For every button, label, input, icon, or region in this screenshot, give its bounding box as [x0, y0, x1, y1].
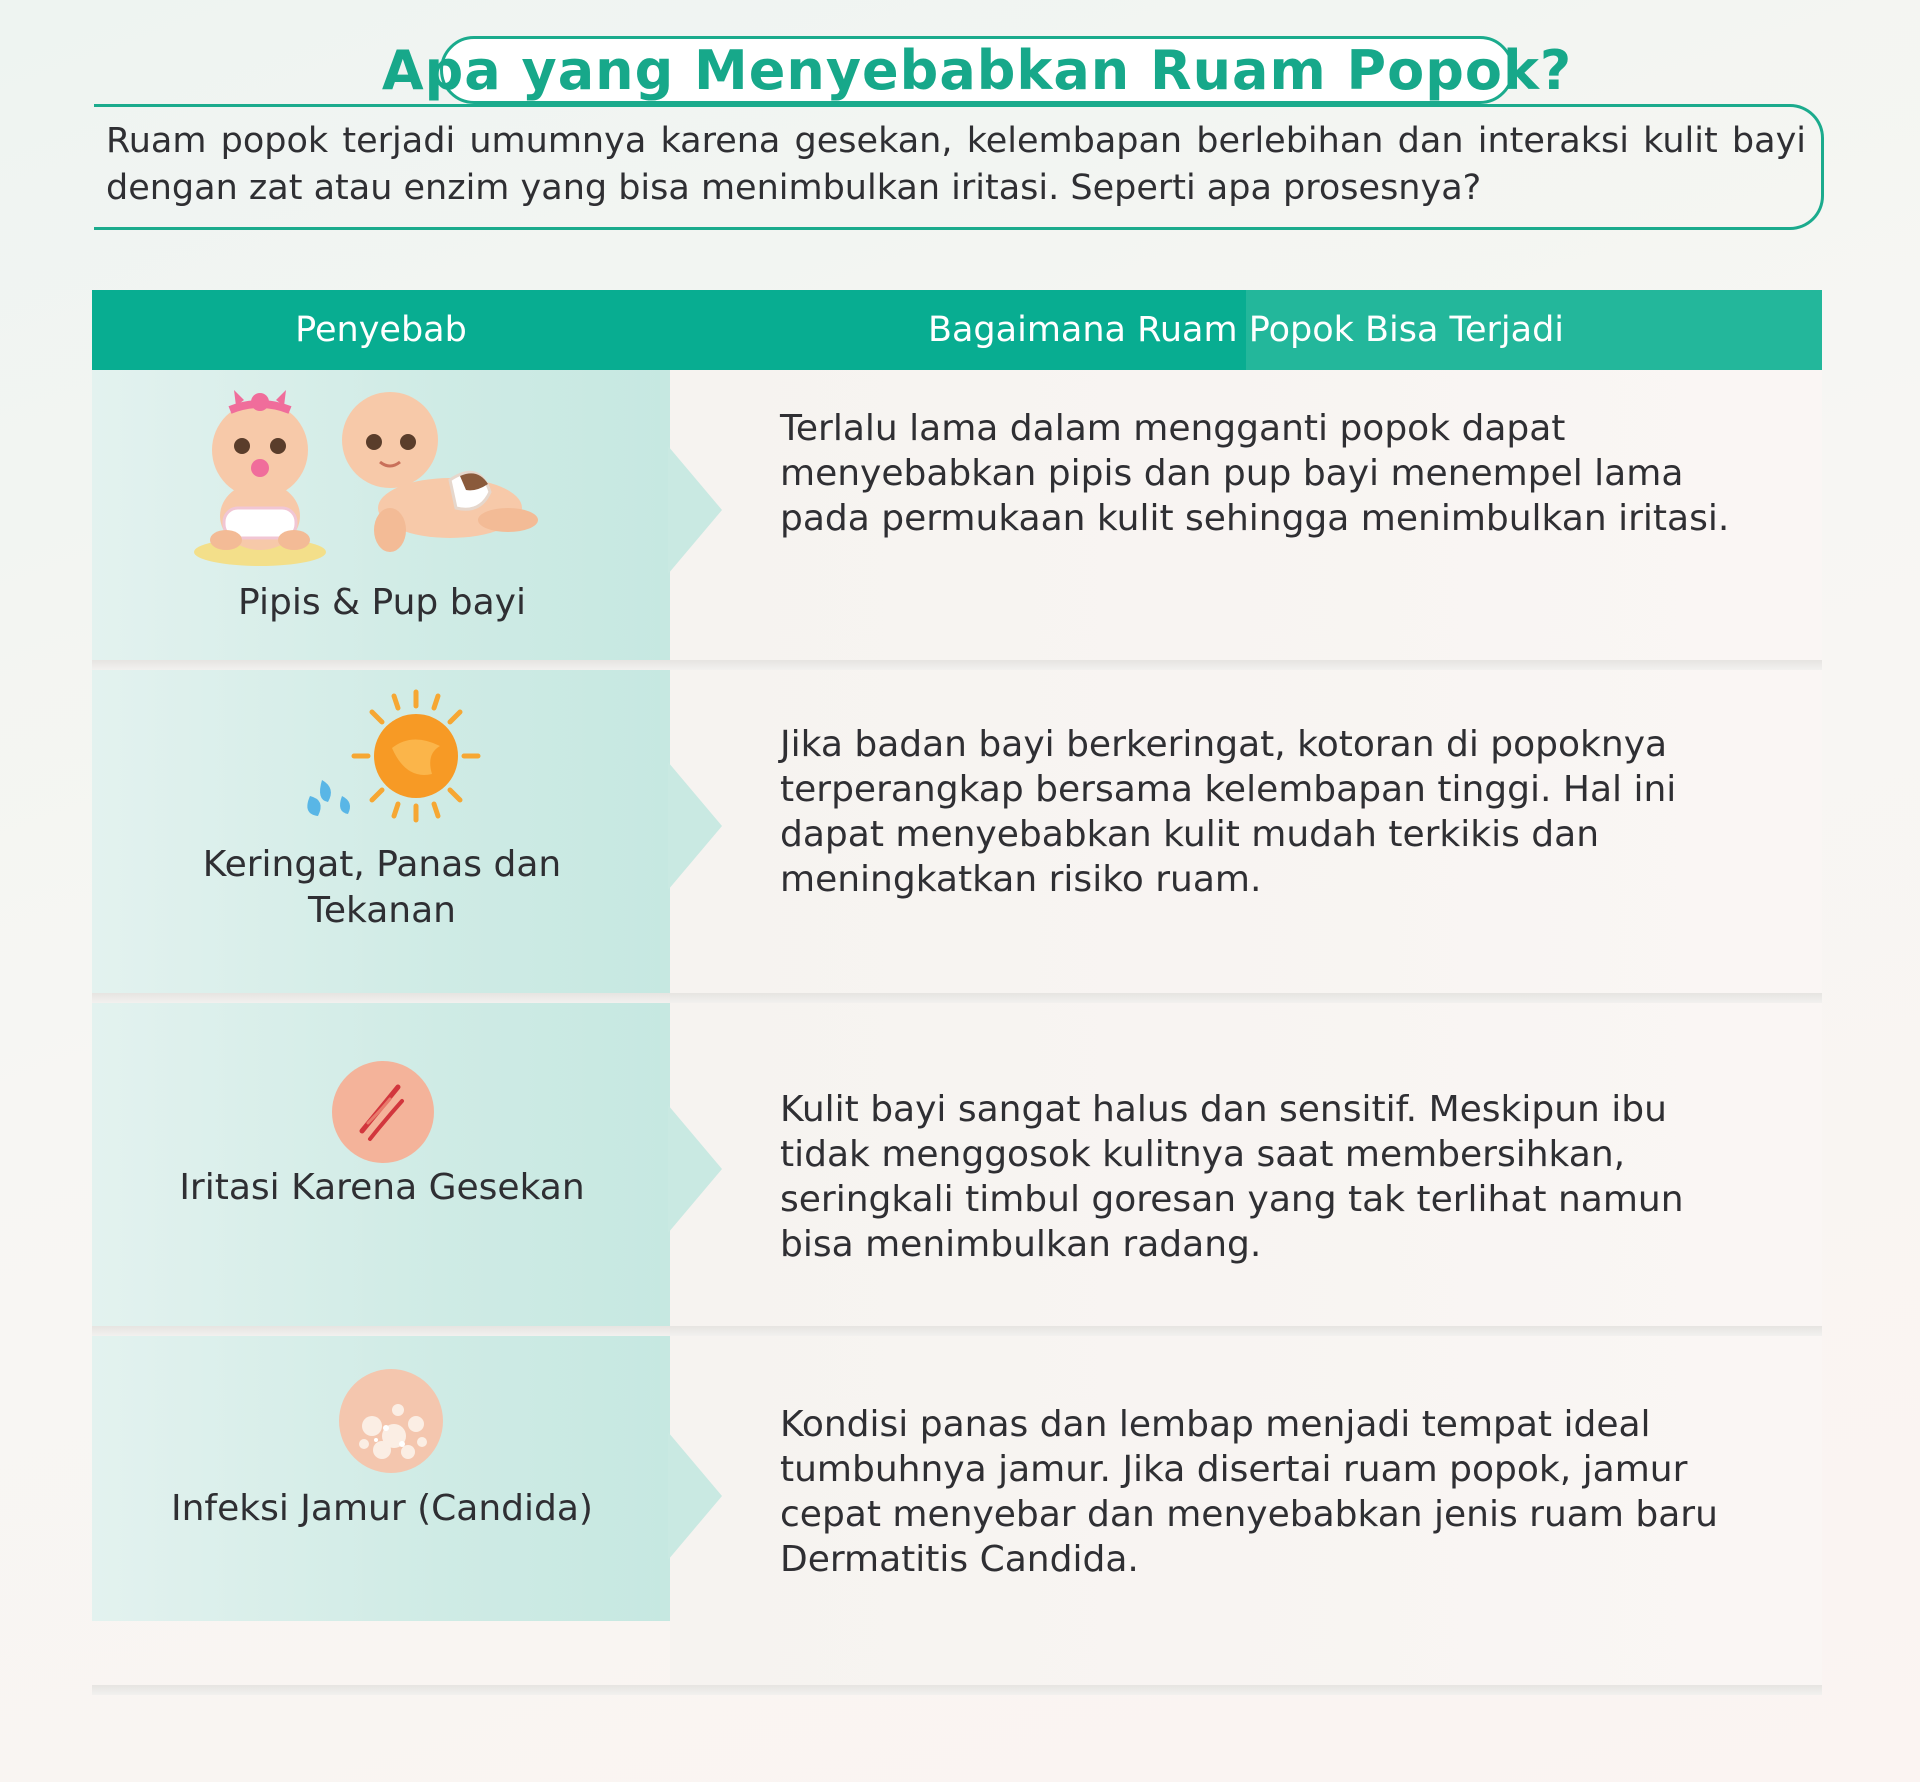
- row-divider: [92, 660, 1822, 670]
- explanation-text: Terlalu lama dalam mengganti popok dapat menyebabkan pipis dan pup bayi menempel lama pada permukaan kulit sehingga menimbulkan iritasi.: [780, 408, 1730, 539]
- row-arrow: [668, 1105, 722, 1233]
- table-header: [92, 290, 1822, 370]
- sun-sweat-icon: [292, 688, 502, 838]
- row-divider: [92, 1685, 1822, 1695]
- table-row: [92, 1003, 1822, 1326]
- page-title: Apa yang Menyebabkan Ruam Popok?: [381, 38, 1573, 102]
- cause-label: Infeksi Jamur (Candida): [171, 1488, 593, 1529]
- column-header-cause: Penyebab: [295, 310, 467, 350]
- intro-paragraph: Ruam popok terjadi umumnya karena gesekan, kelembapan berlebihan dan interaksi kulit bayi dengan zat atau enzim yang bisa menimbulkan iritasi. Seperti apa prosesnya?: [106, 121, 1806, 208]
- cause-label: Iritasi Karena Gesekan: [179, 1167, 585, 1208]
- fungus-skin-icon: [336, 1366, 446, 1476]
- explanation-text: Kulit bayi sangat halus dan sensitif. Meskipun ibu tidak menggosok kulitnya saat membersihkan, seringkali timbul goresan yang tak terlihat namun bisa menimbulkan radang.: [780, 1089, 1684, 1265]
- explanation-text: Jika badan bayi berkeringat, kotoran di popoknya terperangkap bersama kelembapan tinggi. Hal ini dapat menyebabkan kulit mudah terkikis dan meningkatkan risiko ruam.: [780, 724, 1677, 900]
- title-banner: [381, 36, 1573, 104]
- row-arrow: [668, 762, 722, 890]
- column-header-process: Bagaimana Ruam Popok Bisa Terjadi: [927, 310, 1565, 350]
- row-divider: [92, 993, 1822, 1003]
- explanation-text: Kondisi panas dan lembap menjadi tempat ideal tumbuhnya jamur. Jika disertai ruam popok, jamur cepat menyebar dan menyebabkan jenis ruam baru Dermatitis Candida.: [780, 1404, 1718, 1580]
- table-row: [92, 670, 1822, 993]
- cause-label: Pipis & Pup bayi: [238, 582, 526, 623]
- row-arrow: [668, 446, 722, 574]
- skin-scratch-icon: [328, 1059, 438, 1165]
- causes-table: [92, 290, 1822, 1695]
- table-row: [92, 370, 1822, 660]
- row-arrow: [668, 1432, 722, 1560]
- babies-icon: [190, 380, 550, 580]
- row-divider: [92, 1326, 1822, 1336]
- cause-label: Keringat, Panas dan Tekanan: [202, 844, 562, 931]
- table-row: [92, 1336, 1822, 1685]
